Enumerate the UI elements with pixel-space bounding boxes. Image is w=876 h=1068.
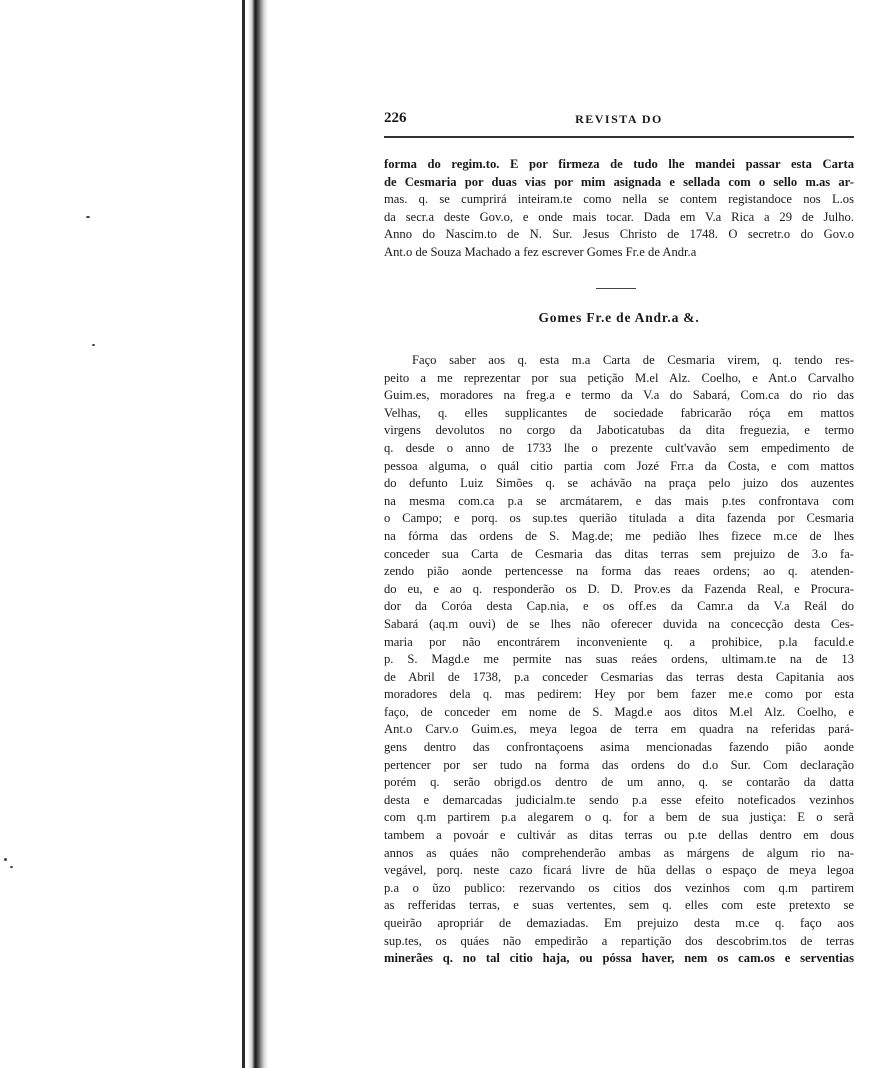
scan-speck bbox=[92, 344, 95, 346]
text-line: da secr.a deste Gov.o, e onde mais tocar. Dada em V.a Rica a 29 de Julho. bbox=[384, 209, 854, 224]
text-line: Ant.o Carv.o Guim.es, meya legoa de terra em quadra na referidas pará- bbox=[384, 722, 854, 737]
text-line: vegável, porq. neste cazo ficará livre de hũa dellas o espaço de meya legoa bbox=[384, 863, 854, 878]
text-line: porém q. serão obrigd.os dentro de um anno, q. se contarão da datta bbox=[384, 775, 854, 790]
text-line: Velhas, q. elles supplicantes de sociedade fabricarão róça em mattos bbox=[384, 405, 854, 420]
journal-title: REVISTA DO bbox=[575, 112, 663, 126]
section-title: Gomes Fr.e de Andr.a &. bbox=[538, 310, 700, 325]
text-line: zendo pião aonde pertencesse na forma das reaes ordens; ao q. atenden- bbox=[384, 564, 854, 579]
separator-rule bbox=[596, 288, 636, 289]
text-line: minerães q. no tal citio haja, ou póssa haver, nem os cam.os e serventias bbox=[384, 951, 854, 966]
text-line: p.a o ũzo publico: rezervando os citios dos vezinhos com q.m partirem bbox=[384, 880, 854, 895]
text-line: o Campo; e porq. os sup.tes querião titulada a dita fazenda por Cesmaria bbox=[384, 511, 854, 526]
text-line: na mesma com.ca p.a se arcmátarem, e das mais p.tes confrontava com bbox=[384, 493, 854, 508]
text-line: conceder sua Carta de Cesmaria das ditas terras sem prejuizo de 3.o fa- bbox=[384, 546, 854, 561]
text-line: maria por não encontrárem inconveniente q. a prohibice, p.la faculd.e bbox=[384, 634, 854, 649]
running-head bbox=[384, 110, 854, 132]
text-line: do defunto Luiz Simões q. se achávão na praça pelo juizo dos auzentes bbox=[384, 476, 854, 491]
text-line: pertencer por ser tudo na forma das ordens do d.o Sur. Com declaração bbox=[384, 757, 854, 772]
text-line: sup.tes, os quáes não empedirão a repartição dos descobrim.tos de terras bbox=[384, 933, 854, 948]
text-line: peito a me reprezentar por sua petição M.el Alz. Coelho, e Ant.o Carvalho bbox=[384, 370, 854, 385]
text-line: pessoa alguma, o quál citio partia com Jozé Frr.a da Costa, e com mattos bbox=[384, 458, 854, 473]
text-line: virgens devolutos no corgo da Jaboticatubas da dita freguezia, e termo bbox=[384, 423, 854, 438]
book-gutter bbox=[248, 0, 268, 1068]
binding-edge-line bbox=[242, 0, 245, 1068]
text-line: dor da Coróa desta Cap.nia, e os off.es da Camr.a da V.a Reál do bbox=[384, 599, 854, 614]
text-line: Anno do Nascim.to de N. Sur. Jesus Christo de 1748. O secretr.o do Gov.o bbox=[384, 227, 854, 242]
text-line: mas. q. se cumprirá inteiram.te como nella se contem registandoce nos L.os bbox=[384, 192, 854, 207]
text-line: tambem a povoár e cultivár as ditas terras ou p.te dellas dentro em dous bbox=[384, 828, 854, 843]
text-line: as refferidas terras, e suas vertentes, sem q. elles com este pretexto se bbox=[384, 898, 854, 913]
text-line: Guim.es, moradores na freg.a e termo da V.a do Sabará, Com.ca do rio das bbox=[384, 388, 854, 403]
text-line: do eu, e ao q. responderão os D. D. Prov.es da Fazenda Real, e Procura- bbox=[384, 581, 854, 596]
document-page bbox=[384, 110, 854, 1060]
text-line: q. desde o anno de 1733 lhe o prezente cult'vavão sem empedimento de bbox=[384, 440, 854, 455]
paragraph-closing bbox=[384, 156, 854, 262]
text-line: gens dentro das confrontaçoens asima mencionadas fazendo pião aonde bbox=[384, 740, 854, 755]
paragraph-grant bbox=[384, 352, 854, 968]
text-line: moradores dela q. mas pedirem: Hey por bem fazer me.e como por esta bbox=[384, 687, 854, 702]
header-rule bbox=[384, 136, 854, 138]
text-line: p. S. Magd.e me permite nas suas reáes ordens, ultimam.te na de 13 bbox=[384, 652, 854, 667]
text-line: desta e demarcadas judicialm.te sendo p.a esse efeito noteficados vezinhos bbox=[384, 792, 854, 807]
text-line: na fórma das ordens de S. Mag.de; me pedião lhes fizece m.ce de lhes bbox=[384, 528, 854, 543]
text-line: Ant.o de Souza Machado a fez escrever Gomes Fr.e de Andr.a bbox=[384, 244, 697, 259]
text-line: annos as quáes não comprehenderão ambas as márgens de algum rio na- bbox=[384, 845, 854, 860]
scan-speck bbox=[4, 858, 7, 861]
text-line: queirão apropriár de demaziadas. Em prejuizo desta m.ce q. faço aos bbox=[384, 916, 854, 930]
text-line: de Cesmaria por duas vias por mim asignada e sellada com o sello m.as ar- bbox=[384, 174, 854, 189]
text-line: Faço saber aos q. esta m.a Carta de Cesmaria virem, q. tendo res- bbox=[412, 353, 854, 367]
text-line: de Abril de 1738, p.a conceder Cesmarias das terras desta Capitania aos bbox=[384, 669, 854, 684]
text-line: faço, de conceder em nome de S. Magd.e aos ditos M.el Alz. Coelho, e bbox=[384, 704, 854, 719]
page-number: 226 bbox=[384, 110, 407, 126]
text-line: Sabará (aq.m ouvi) de se lhes não oferecer duvida na concecção desta Ces- bbox=[384, 616, 854, 631]
scan-speck bbox=[86, 216, 90, 218]
text-line: com q.m partirem p.a alegarem o q. for a bem de sua justiça: E o serã bbox=[384, 810, 854, 825]
text-line: forma do regim.to. E por firmeza de tudo lhe mandei passar esta Carta bbox=[384, 157, 854, 171]
scan-speck bbox=[10, 866, 13, 868]
